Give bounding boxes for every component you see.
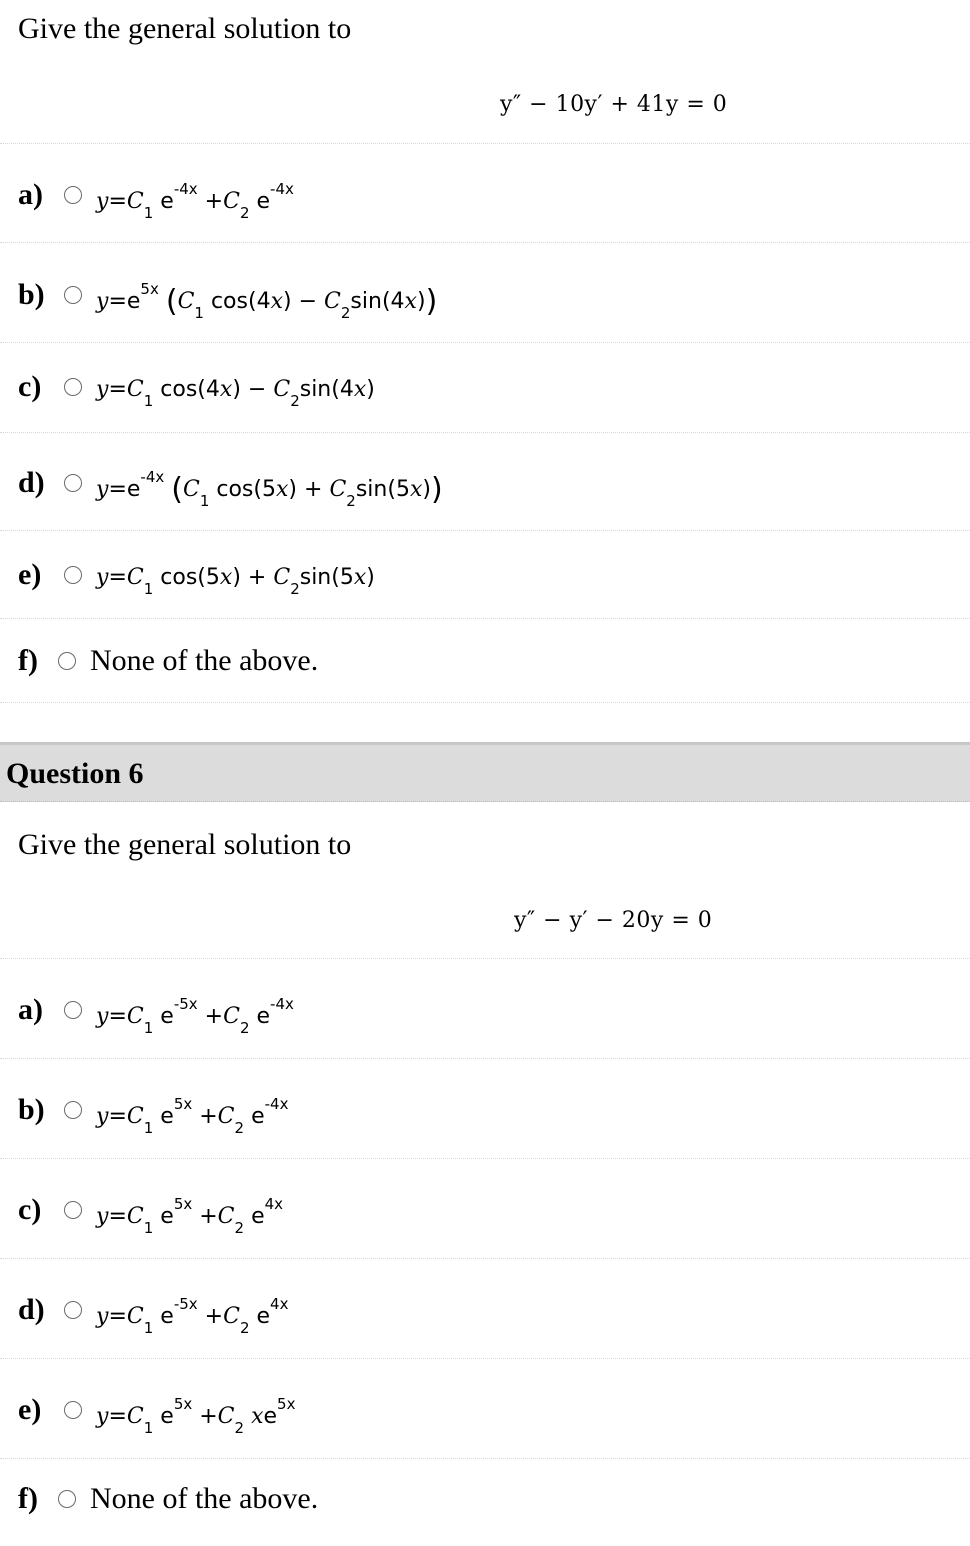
option-text: None of the above. — [90, 1482, 319, 1515]
option-letter: a) — [18, 993, 43, 1026]
option-expression: $y=e^{5x}$ ($C_1$ $\cos(4x) - C_2\sin(4x)$) — [96, 280, 438, 322]
option-letter: c) — [18, 1193, 42, 1226]
divider — [0, 1158, 970, 1159]
option-expression: $y=C_1$ $e^{5x} +C_2$ $e^{-4x}$ — [96, 1095, 289, 1137]
option-expression: $y=e^{-4x}$ ($C_1$ $\cos(5x) + C_2\sin(5x)$) — [96, 468, 443, 510]
option-expression: $y=C_1$ $e^{-4x} +C_2$ $e^{-4x}$ — [96, 180, 294, 222]
q5-option-d[interactable] — [18, 458, 443, 508]
radio-button[interactable] — [64, 566, 82, 584]
option-expression: $y=C_1$ $\cos(5x) + C_2\sin(5x)$ — [96, 564, 375, 598]
q5-option-c[interactable] — [18, 362, 375, 412]
radio-button[interactable] — [64, 1201, 82, 1219]
option-letter: e) — [18, 558, 42, 591]
q6-option-d[interactable] — [18, 1285, 288, 1335]
q5-option-b[interactable] — [18, 270, 437, 320]
divider — [0, 618, 970, 619]
divider — [0, 530, 970, 531]
q5-prompt: Give the general solution to — [18, 12, 352, 45]
radio-button[interactable] — [58, 652, 76, 670]
divider — [0, 1258, 970, 1259]
radio-button[interactable] — [64, 1301, 82, 1319]
radio-button[interactable] — [64, 286, 82, 304]
divider — [0, 702, 970, 703]
question-title: Question 6 — [6, 757, 144, 790]
option-letter: d) — [18, 466, 45, 499]
q5-equation: y″ − 10y′ + 41y = 0 — [500, 92, 728, 117]
q5-option-a[interactable] — [18, 170, 294, 220]
radio-button[interactable] — [64, 186, 82, 204]
divider — [0, 1358, 970, 1359]
option-expression: $y=C_1$ $e^{5x} +C_2$ $xe^{5x}$ — [96, 1395, 296, 1437]
radio-button[interactable] — [64, 1101, 82, 1119]
divider — [0, 342, 970, 343]
option-letter: f) — [18, 1482, 38, 1515]
q6-option-a[interactable] — [18, 985, 294, 1035]
option-letter: f) — [18, 644, 38, 677]
divider — [0, 143, 970, 144]
q6-option-c[interactable] — [18, 1185, 283, 1235]
q6-prompt: Give the general solution to — [18, 828, 352, 861]
option-expression: $y=C_1$ $e^{-5x} +C_2$ $e^{4x}$ — [96, 1295, 289, 1337]
option-letter: e) — [18, 1393, 42, 1426]
radio-button[interactable] — [64, 1401, 82, 1419]
radio-button[interactable] — [64, 378, 82, 396]
q5-option-f[interactable] — [18, 636, 318, 686]
divider — [0, 242, 970, 243]
option-letter: b) — [18, 1093, 45, 1126]
q6-option-f[interactable] — [18, 1474, 318, 1524]
radio-button[interactable] — [64, 474, 82, 492]
option-expression: $y=C_1$ $e^{5x} +C_2$ $e^{4x}$ — [96, 1195, 284, 1237]
option-expression: $y=C_1$ $\cos(4x) - C_2\sin(4x)$ — [96, 376, 375, 410]
q5-option-e[interactable] — [18, 550, 375, 600]
q6-option-b[interactable] — [18, 1085, 288, 1135]
question-header — [0, 742, 970, 802]
divider — [0, 1058, 970, 1059]
divider — [0, 432, 970, 433]
option-letter: b) — [18, 278, 45, 311]
option-letter: a) — [18, 178, 43, 211]
divider — [0, 1458, 970, 1459]
option-letter: c) — [18, 370, 42, 403]
divider — [0, 958, 970, 959]
option-text: None of the above. — [90, 644, 319, 677]
option-letter: d) — [18, 1293, 45, 1326]
q6-option-e[interactable] — [18, 1385, 295, 1435]
radio-button[interactable] — [64, 1001, 82, 1019]
radio-button[interactable] — [58, 1490, 76, 1508]
option-expression: $y=C_1$ $e^{-5x} +C_2$ $e^{-4x}$ — [96, 995, 294, 1037]
q6-equation: y″ − y′ − 20y = 0 — [514, 908, 713, 933]
